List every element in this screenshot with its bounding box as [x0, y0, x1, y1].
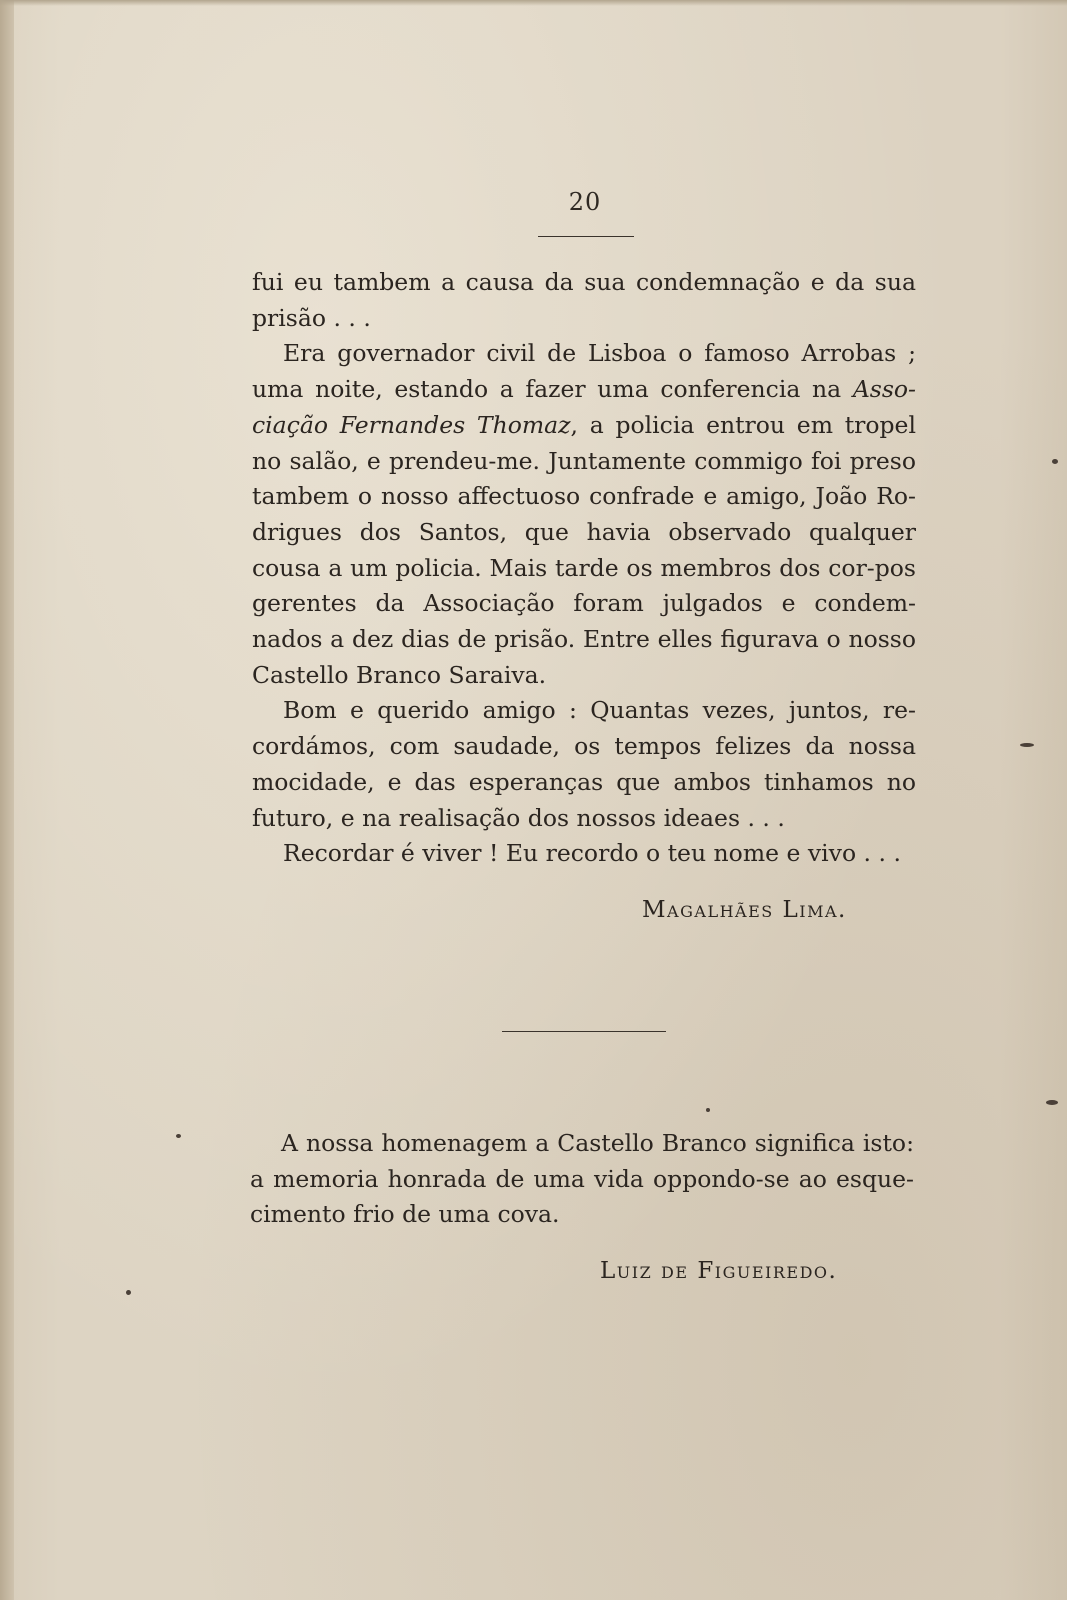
paper-speck [706, 1108, 710, 1112]
signature-magalhaes-lima: Magalhães Lima. [642, 897, 847, 923]
paper-speck [126, 1290, 131, 1295]
page-binding-edge [0, 0, 14, 1600]
association-name: Asso-ciação Fernandes Thomaz [252, 375, 916, 439]
second-section-text [250, 1126, 914, 1233]
page-number: 20 [568, 188, 602, 216]
paragraph-2 [252, 336, 916, 693]
paper-speck [1046, 1100, 1058, 1105]
paper-speck [1052, 459, 1058, 464]
paragraph-1: fui eu tambem a causa da sua condemnação e da sua prisão . . . [252, 268, 916, 332]
paper-speck [176, 1134, 181, 1138]
header-rule [538, 236, 634, 237]
paper-speck [1020, 743, 1034, 747]
paragraph-2-part-2: , a policia entrou em tropel no salão, e prendeu-me. Juntamente commigo foi preso tambem o nosso affectuoso confrade e amigo, João Ro-drigues dos Santos, que havia observado qualquer cousa a um policia. Mais tarde os membros dos cor-pos gerentes da Associação foram julgados e condem-nados a dez dias de prisão. Entre elles figurava o nosso Castello Branco Saraiva. [252, 410, 916, 689]
first-section-text [252, 265, 916, 872]
paragraph-3: Bom e querido amigo : Quantas vezes, juntos, re-cordámos, com saudade, os tempos felizes da nossa mocidade, e das esperanças que ambos tinhamos no futuro, e na realisação dos nossos ideaes . . . [252, 696, 916, 832]
homage-paragraph: A nossa homenagem a Castello Branco significa isto: a memoria honrada de uma vida oppondo-se ao esque-cimento frio de uma cova. [250, 1129, 914, 1229]
page-top-edge [0, 0, 1067, 6]
paragraph-2-part-1: Era governador civil de Lisboa o famoso Arrobas ; uma noite, estando a fazer uma conferencia na [252, 339, 916, 404]
signature-luiz-de-figueiredo: Luiz de Figueiredo. [600, 1258, 838, 1284]
paragraph-4: Recordar é viver ! Eu recordo o teu nome e vivo . . . [283, 839, 901, 868]
section-divider-rule [502, 1031, 666, 1032]
